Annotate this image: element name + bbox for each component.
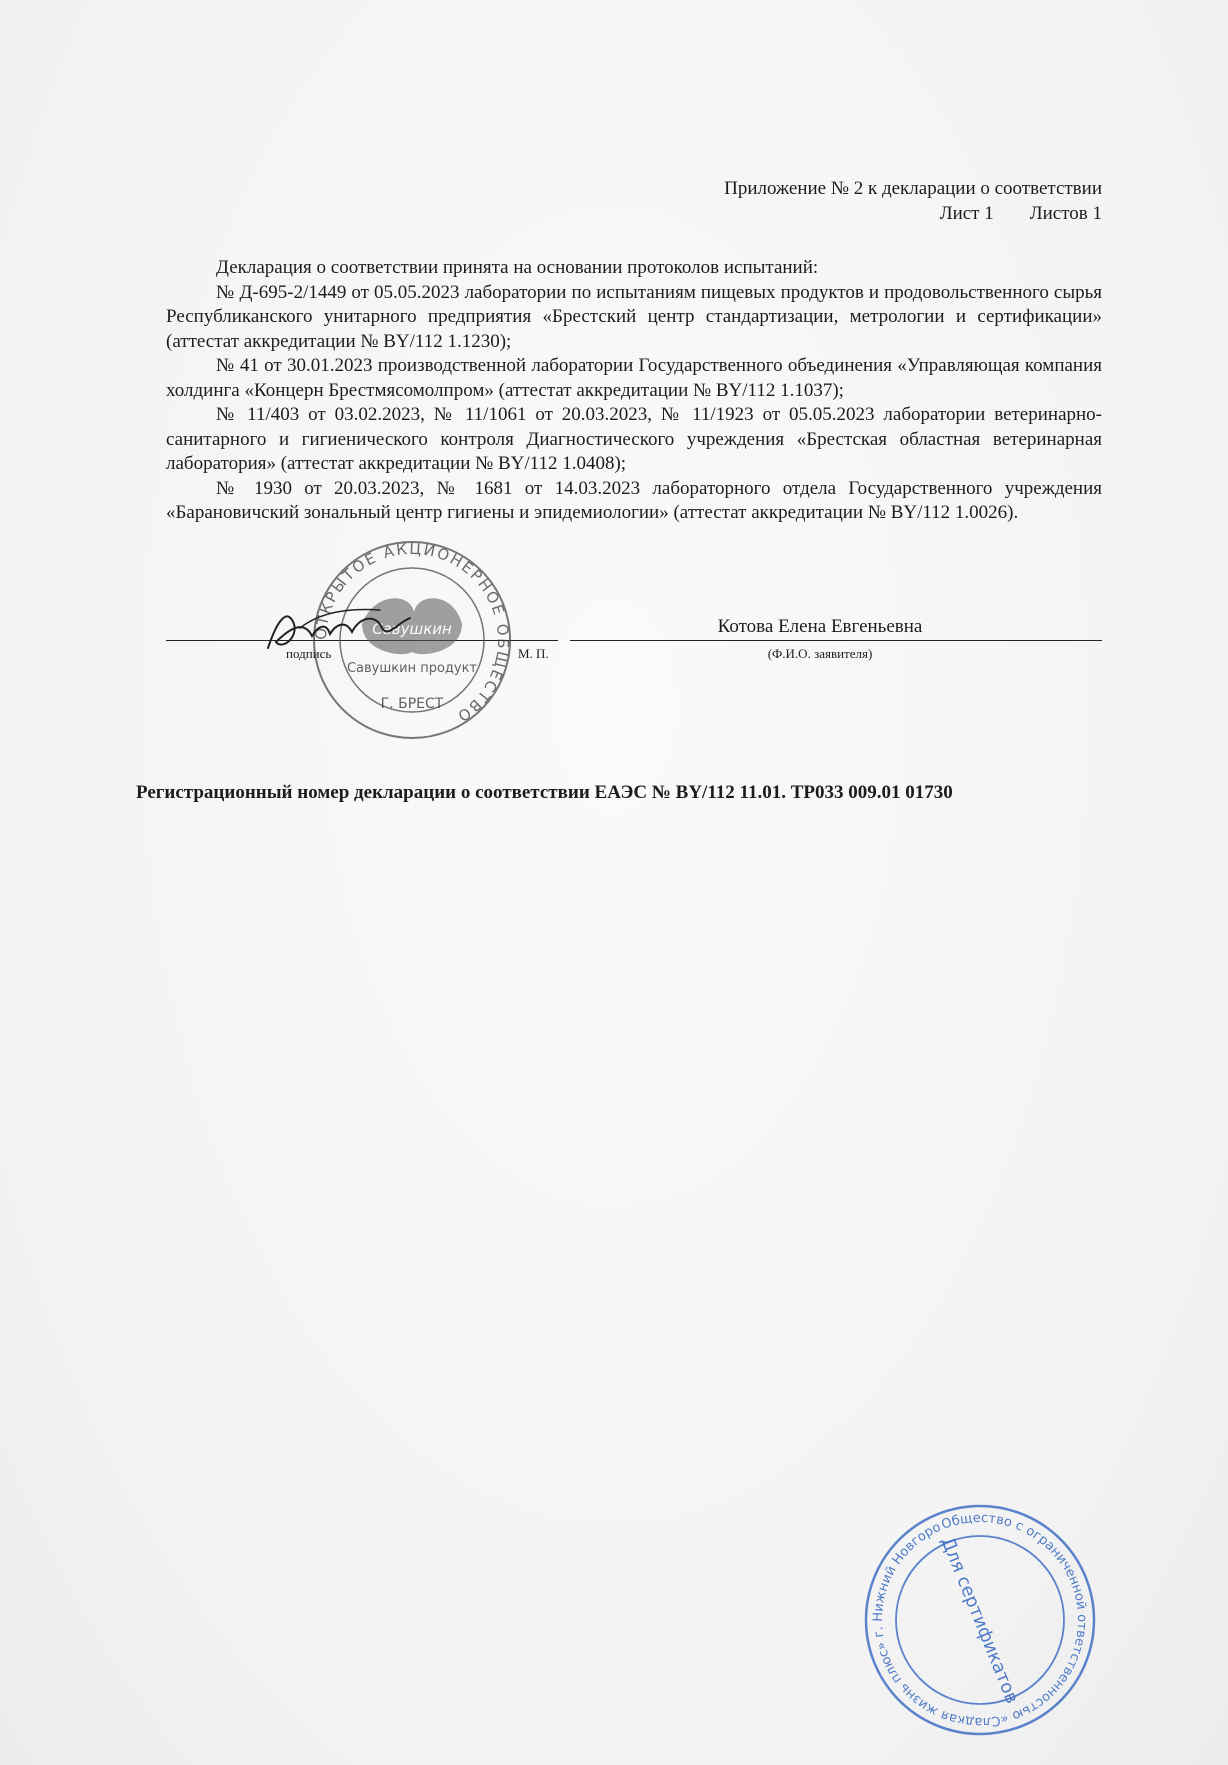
protocol-paragraph: № 11/403 от 03.02.2023, № 11/1061 от 20.03.2023, № 11/1923 от 05.05.2023 лаборатории ветеринарно-санитарного и гигиенического контроля Диагностического учреждения «Брестская областная ветеринарная лаборатория» (аттестат аккредитации № BY/112 1.0408); bbox=[166, 404, 1102, 474]
document-header bbox=[724, 176, 1102, 226]
seal-caption: М. П. bbox=[518, 646, 549, 661]
blue-stamp-ring-text: Общество с ограниченной ответственностью «Сладкая жизнь плюс» г. Нижний Новгород bbox=[870, 1510, 1090, 1730]
handwritten-signature bbox=[260, 598, 420, 658]
protocol-paragraph: № 41 от 30.01.2023 производственной лаборатории Государственного объединения «Управляющая компания холдинга «Концерн Брестмясомолпром» (аттестат аккредитации № BY/112 1.1037); bbox=[166, 355, 1102, 401]
stamp-inner-text: Савушкин продукт bbox=[346, 661, 478, 676]
declaration-body bbox=[166, 256, 1102, 526]
blue-stamp-center: Для сертификатов bbox=[936, 1533, 1023, 1707]
stamp-ring-text: ОТКРЫТОЕ АКЦИОНЕРНОЕ ОБЩЕСТВО bbox=[311, 540, 513, 727]
certificate-stamp bbox=[860, 1500, 1100, 1740]
sheet-number: Лист 1 bbox=[939, 203, 994, 224]
signature-caption: подпись bbox=[286, 646, 332, 661]
protocol-paragraph: № 1930 от 20.03.2023, № 1681 от 14.03.2023 лабораторного отдела Государственного учреждения «Барановичский зональный центр гигиены и эпидемиологии» (аттестат аккредитации № BY/112 1.0026). bbox=[166, 477, 1102, 523]
name-line bbox=[570, 640, 1102, 641]
stamp-city: Г. БРЕСТ bbox=[380, 696, 444, 712]
protocol-paragraph: № Д-695-2/1449 от 05.05.2023 лаборатории по испытаниям пищевых продуктов и продовольственного сырья Республиканского унитарного предприятия «Брестский центр стандартизации, метрологии и сертификации» (аттестат аккредитации № BY/112 1.1230); bbox=[166, 281, 1102, 352]
sheets-total: Листов 1 bbox=[1029, 203, 1102, 224]
stamp-brand: Савушкин bbox=[372, 620, 452, 638]
appendix-title: Приложение № 2 к декларации о соответствии bbox=[724, 178, 1102, 199]
applicant-name: Котова Елена Евгеньевна bbox=[717, 616, 923, 637]
fio-caption: (Ф.И.О. заявителя) bbox=[767, 646, 873, 661]
registration-number: Регистрационный номер декларации о соответствии ЕАЭС № BY/112 11.01. ТР033 009.01 01730 bbox=[136, 782, 953, 803]
intro-paragraph: Декларация о соответствии принята на основании протоколов испытаний: bbox=[216, 257, 819, 278]
sheet-info bbox=[724, 201, 1102, 226]
